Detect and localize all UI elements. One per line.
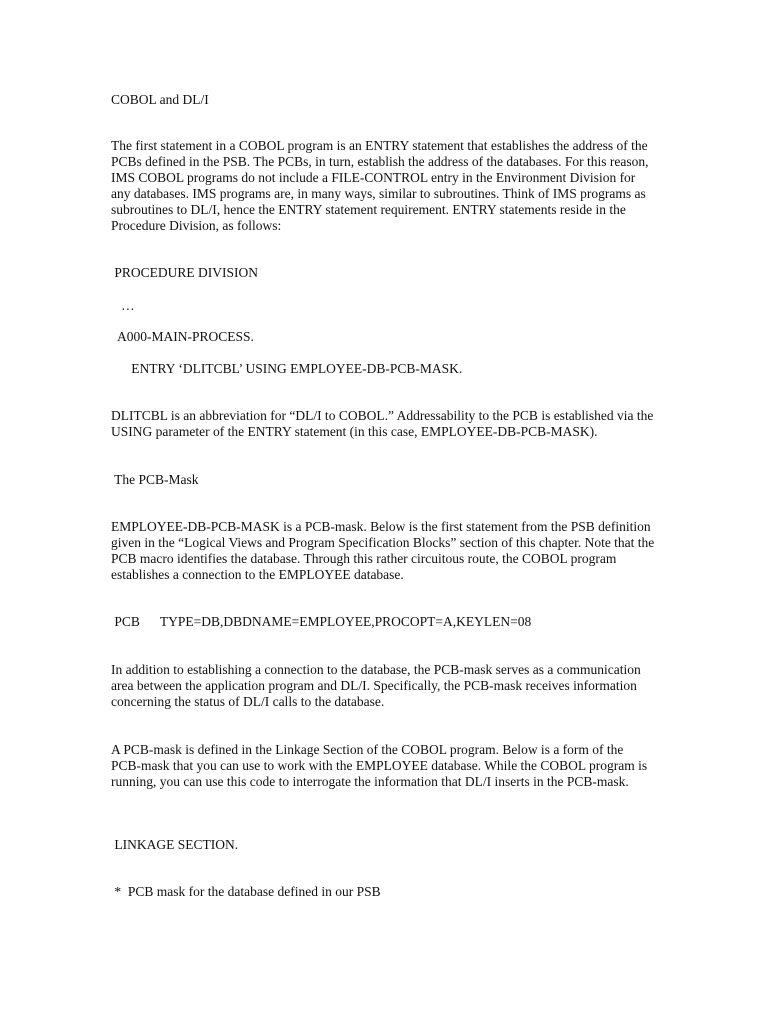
paragraph-dlitcbl: DLITCBL is an abbreviation for “DL/I to COBOL.” Addressability to the PCB is established via the USING parameter of the ENTRY statement (in this case, EMPLOYEE-DB-PCB-MASK). <box>111 408 654 439</box>
code-procedure-division: PROCEDURE DIVISION <box>111 265 259 280</box>
paragraph-linkage-section: A PCB-mask is defined in the Linkage Section of the COBOL program. Below is a form of the PCB-mask that you can use to work with the EMPLOYEE database. While the COBOL program is running, you can use this code to interrogate the information that DL/I inserts in the PCB-mask. <box>111 742 648 789</box>
paragraph-communication-area: In addition to establishing a connection to the database, the PCB-mask serves as a communication area between the application program and DL/I. Specifically, the PCB-mask receives information concerning the status of DL/I calls to the database. <box>111 662 641 709</box>
paragraph-entry-statement: The first statement in a COBOL program is an ENTRY statement that establishes the address of the PCBs defined in the PSB. The PCBs, in turn, establish the address of the databases. For this reason, IMS COBOL programs do not include a FILE-CONTROL entry in the Environment Division for any databases. IMS programs are, in many ways, similar to subroutines. Think of IMS programs as subroutines to DL/I, hence the ENTRY statement requirement. ENTRY statements reside in the Procedure Division, as follows: <box>111 138 649 233</box>
code-pcb-mask-comment: * PCB mask for the database defined in our PSB <box>111 884 381 899</box>
code-entry-statement: ENTRY ‘DLITCBL’ USING EMPLOYEE-DB-PCB-MASK. <box>111 361 463 376</box>
document-title: COBOL and DL/I <box>111 92 209 107</box>
code-ellipsis: … <box>111 298 135 313</box>
heading-pcb-mask: The PCB-Mask <box>111 472 199 487</box>
code-pcb-macro: PCB TYPE=DB,DBDNAME=EMPLOYEE,PROCOPT=A,KEYLEN=08 <box>111 614 532 629</box>
code-linkage-section: LINKAGE SECTION. <box>111 837 239 852</box>
code-main-process: A000-MAIN-PROCESS. <box>111 329 254 344</box>
paragraph-pcb-mask: EMPLOYEE-DB-PCB-MASK is a PCB-mask. Below is the first statement from the PSB definition given in the “Logical Views and Program Specification Blocks” section of this chapter. Note that the PCB macro identifies the database. Through this rather circuitous route, the COBOL program establishes a connection to the EMPLOYEE database. <box>111 519 655 582</box>
